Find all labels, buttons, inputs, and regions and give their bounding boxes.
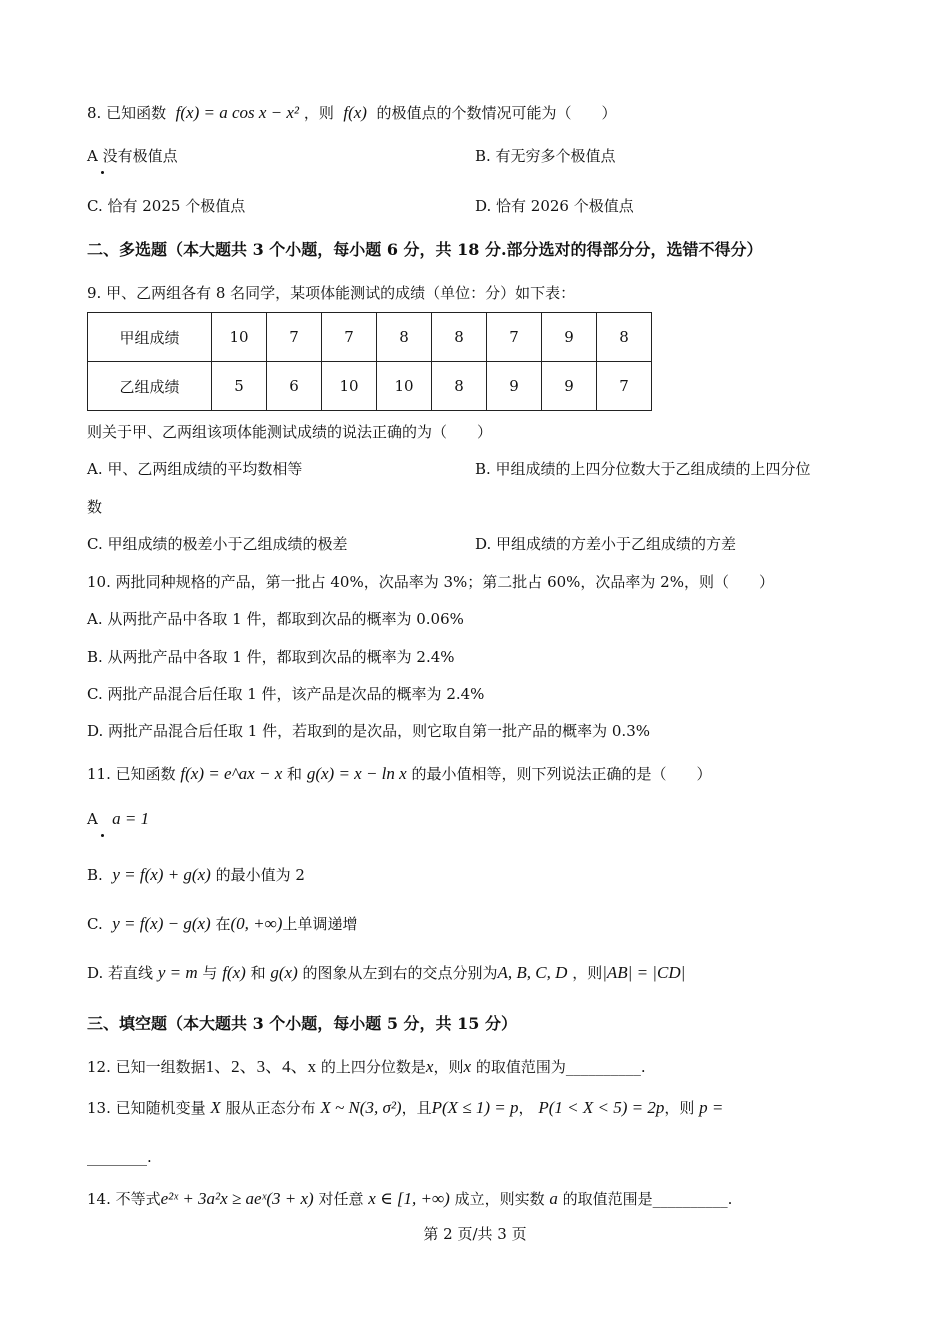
q10-option-a: A. 从两批产品中各取 1 件，都取到次品的概率为 0.06% bbox=[87, 610, 464, 628]
q9-option-a: A. 甲、乙两组成绩的平均数相等 bbox=[87, 460, 303, 478]
table-cell: 6 bbox=[267, 362, 322, 411]
q14-text: 14. 不等式e²ˣ + 3a²x ≥ aeˣ(3 + x) 对任意 x ∈ [1, +∞) 成立，则实数 a 的取值范围是__________. bbox=[87, 1189, 733, 1208]
table-cell: 10 bbox=[377, 362, 432, 411]
row-label: 乙组成绩 bbox=[88, 362, 212, 411]
q11-stem: 11. 已知函数 f(x) = e^ax − x 和 g(x) = x − ln x 的最小值相等，则下列说法正确的是（ ） bbox=[87, 764, 712, 783]
option-dot-mark bbox=[101, 171, 104, 174]
page-footer: 第 2 页/共 3 页 bbox=[423, 1225, 527, 1243]
q9-option-b: B. 甲组成绩的上四分位数大于乙组成绩的上四分位 bbox=[475, 460, 811, 478]
q9-option-b-continued: 数 bbox=[87, 498, 103, 516]
table-cell: 9 bbox=[542, 362, 597, 411]
table-cell: 8 bbox=[597, 313, 652, 362]
table-cell: 8 bbox=[377, 313, 432, 362]
q10-option-c: C. 两批产品混合后任取 1 件，该产品是次品的概率为 2.4% bbox=[87, 685, 485, 703]
table-cell: 10 bbox=[212, 313, 267, 362]
q11-formula-f: f(x) = e^ax − x bbox=[180, 764, 283, 783]
q11-formula-g: g(x) = x − ln x bbox=[306, 764, 407, 783]
table-cell: 9 bbox=[542, 313, 597, 362]
table-cell: 7 bbox=[487, 313, 542, 362]
table-cell: 8 bbox=[432, 313, 487, 362]
table-cell: 8 bbox=[432, 362, 487, 411]
q8-stem: 8. 已知函数 f(x) = a cos x − x² ，则 f(x) 的极值点的个数情况可能为（ ） bbox=[87, 103, 617, 122]
table-row bbox=[88, 313, 652, 362]
q13-blank: ________. bbox=[87, 1148, 152, 1166]
q8-option-c: C. 恰有 2025 个极值点 bbox=[87, 197, 246, 215]
q8-formula-f: f(x) = a cos x − x² bbox=[175, 103, 300, 122]
q12-text: 12. 已知一组数据1、2、3、4、x 的上四分位数是x，则x 的取值范围为__________. bbox=[87, 1057, 646, 1076]
q8-formula-fx: f(x) bbox=[343, 103, 367, 122]
table-cell: 9 bbox=[487, 362, 542, 411]
section-2-title: 二、多选题（本大题共 3 个小题，每小题 6 分，共 18 分.部分选对的得部分分，选错不得分） bbox=[87, 240, 763, 259]
option-dot-mark bbox=[101, 834, 104, 837]
q11-option-c: C. y = f(x) − g(x) 在(0, +∞)上单调递增 bbox=[87, 914, 358, 933]
q8-option-a: A 没有极值点 bbox=[87, 147, 178, 165]
table-cell: 7 bbox=[597, 362, 652, 411]
q9-option-c: C. 甲组成绩的极差小于乙组成绩的极差 bbox=[87, 535, 348, 553]
q10-stem: 10. 两批同种规格的产品，第一批占 40%，次品率为 3%；第二批占 60%，次品率为 2%，则（ ） bbox=[87, 573, 774, 591]
table-cell: 5 bbox=[212, 362, 267, 411]
q8-option-d: D. 恰有 2026 个极值点 bbox=[475, 197, 634, 215]
q9-stem: 9. 甲、乙两组各有 8 名同学，某项体能测试的成绩（单位：分）如下表： bbox=[87, 284, 576, 302]
q9-question: 则关于甲、乙两组该项体能测试成绩的说法正确的为（ ） bbox=[87, 423, 493, 441]
table-row bbox=[88, 362, 652, 411]
q11-option-a: A a = 1 bbox=[87, 809, 150, 828]
q9-option-d: D. 甲组成绩的方差小于乙组成绩的方差 bbox=[475, 535, 737, 553]
section-3-title: 三、填空题（本大题共 3 个小题，每小题 5 分，共 15 分） bbox=[87, 1014, 517, 1033]
q13-text: 13. 已知随机变量 X 服从正态分布 X ~ N(3, σ²)，且P(X ≤ 1) = p， P(1 < X < 5) = 2p，则 p = bbox=[87, 1098, 724, 1117]
q8-option-b: B. 有无穷多个极值点 bbox=[475, 147, 616, 165]
q11-option-d: D. 若直线 y = m 与 f(x) 和 g(x) 的图象从左到右的交点分别为A, B, C, D ，则|AB| = |CD| bbox=[87, 963, 686, 982]
table-cell: 10 bbox=[322, 362, 377, 411]
q10-option-b: B. 从两批产品中各取 1 件，都取到次品的概率为 2.4% bbox=[87, 648, 455, 666]
row-label: 甲组成绩 bbox=[88, 313, 212, 362]
q10-option-d: D. 两批产品混合后任取 1 件，若取到的是次品，则它取自第一批产品的概率为 0.3% bbox=[87, 722, 650, 740]
q11-option-b: B. y = f(x) + g(x) 的最小值为 2 bbox=[87, 865, 305, 884]
scores-table bbox=[87, 312, 652, 411]
table-cell: 7 bbox=[267, 313, 322, 362]
table-cell: 7 bbox=[322, 313, 377, 362]
